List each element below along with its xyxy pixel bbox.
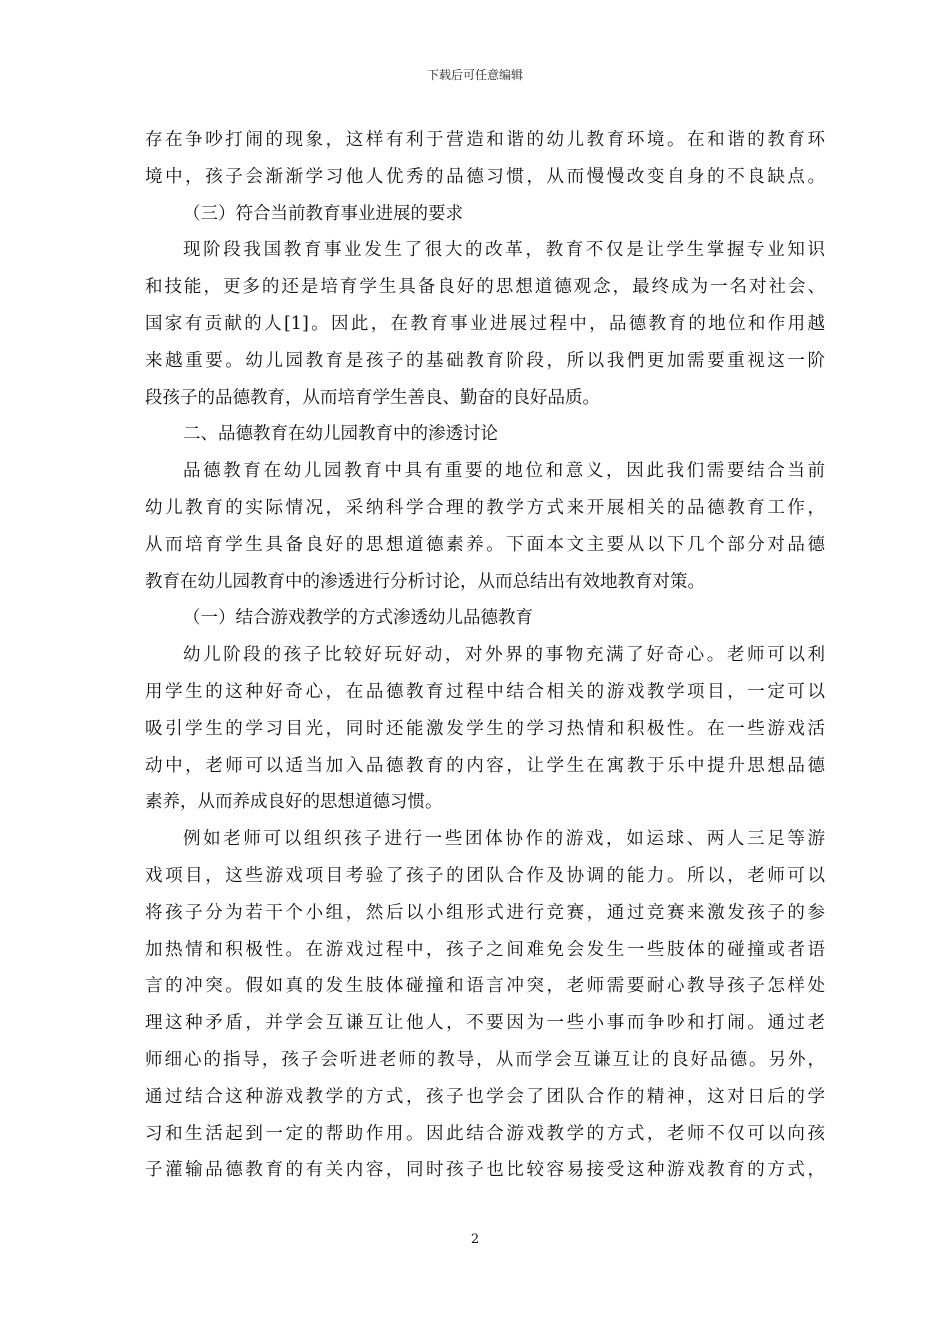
paragraph [145,122,825,196]
section-heading [145,600,825,637]
text-line: 幼儿教育的实际情况，采纳科学合理的教学方式来开展相关的品德教育工作， [145,497,825,518]
paragraph [145,637,825,821]
text-line: 素养，从而养成良好的思想道德习惯。 [145,792,443,813]
text-line: 动中，老师可以适当加入品德教育的内容，让学生在寓教于乐中提升思想品德 [145,755,825,776]
text-line: 段孩子的品德教育，从而培育学生善良、勤奋的良好品质。 [145,387,600,408]
text-line: 戏项目，这些游戏项目考验了孩子的团队合作及协调的能力。所以，老师可以 [145,865,825,886]
text-line: 存在争吵打闹的现象，这样有利于营造和谐的幼儿教育环境。在和谐的教育环 [145,130,825,150]
page-header: 下载后可任意编辑 [426,68,523,82]
text-line: 子灌输品德教育的有关内容，同时孩子也比较容易接受这种游戏教育的方式， [145,1160,825,1181]
text-line: 从而培育学生具备良好的思想道德素养。下面本文主要从以下几个部分对品德 [145,534,825,555]
text-line: 例如老师可以组织孩子进行一些团体协作的游戏，如运球、两人三足等游 [183,829,825,850]
text-line: 二、品德教育在幼儿园教育中的渗透讨论 [183,424,498,445]
text-line: 和技能，更多的还是培育学生具备良好的思想道德观念，最终成为一名对社会、 [145,277,825,298]
text-line: 加热情和积极性。在游戏过程中，孩子之间难免会发生一些肢体的碰撞或者语 [145,939,825,960]
text-line: 用学生的这种好奇心，在品德教育过程中结合相关的游戏教学项目，一定可以 [145,681,825,702]
text-line: 理这种矛盾，并学会互谦互让他人，不要因为一些小事而争吵和打闹。通过老 [145,1013,825,1034]
text-line: 吸引学生的学习目光，同时还能激发学生的学习热情和积极性。在一些游戏活 [145,718,825,739]
text-line: 习和生活起到一定的帮助作用。因此结合游戏教学的方式，老师不仅可以向孩 [145,1123,825,1144]
text-line: 来越重要。幼儿园教育是孩子的基础教育阶段，所以我們更加需要重视这一阶 [145,350,825,371]
text-line: （三）符合当前教育事业进展的要求 [183,203,463,224]
text-line: 国家有贡献的人[1]。因此，在教育事业进展过程中，品德教育的地位和作用越 [145,313,825,334]
paragraph [145,232,825,416]
text-line: 现阶段我国教育事业发生了很大的改革，教育不仅是让学生掌握专业知识 [183,240,825,261]
text-line: 品德教育在幼儿园教育中具有重要的地位和意义，因此我们需要结合当前 [183,461,825,482]
section-heading [145,416,825,453]
page-number: 2 [470,1232,480,1247]
text-line: 境中，孩子会渐渐学习他人优秀的品德习惯，从而慢慢改变自身的不良缺点。 [145,166,825,187]
text-line: 师细心的指导，孩子会听进老师的教导，从而学会互谦互让的良好品德。另外， [145,1049,825,1070]
paragraph [145,453,825,600]
text-line: 将孩子分为若干个小组，然后以小组形式进行竞赛，通过竞赛来激发孩子的参 [145,902,825,923]
section-heading [145,196,825,233]
text-line: 言的冲突。假如真的发生肢体碰撞和语言冲突，老师需要耐心教导孩子怎样处 [145,976,825,997]
document-body [145,122,825,1189]
text-line: （一）结合游戏教学的方式渗透幼儿品德教育 [183,608,533,629]
paragraph [145,821,825,1189]
text-line: 教育在幼儿园教育中的渗透进行分析讨论，从而总结出有效地教育对策。 [145,571,705,592]
text-line: 幼儿阶段的孩子比较好玩好动，对外界的事物充满了好奇心。老师可以利 [183,645,825,666]
text-line: 通过结合这种游戏教学的方式，孩子也学会了团队合作的精神，这对日后的学 [145,1086,825,1107]
